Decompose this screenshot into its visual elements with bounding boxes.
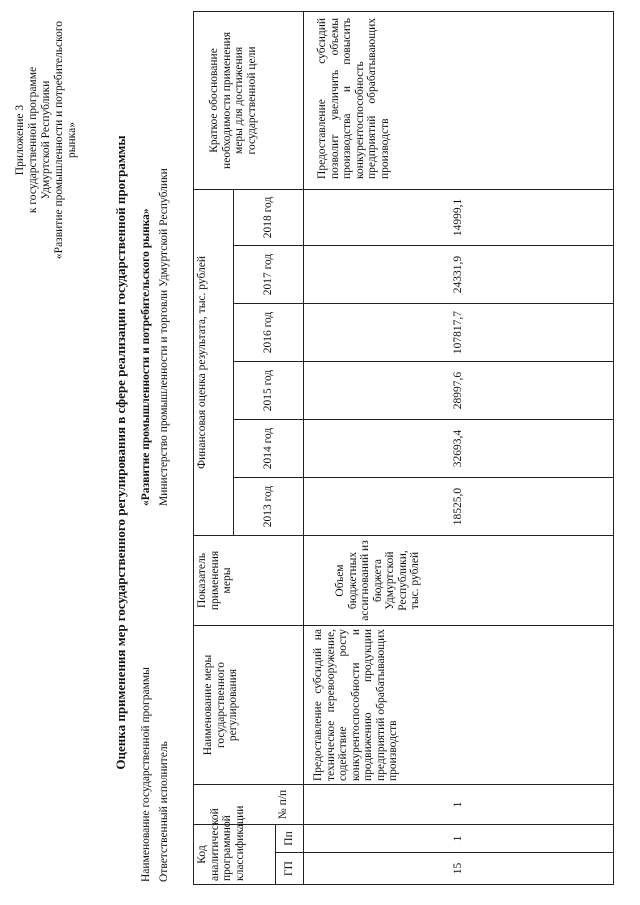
header-financial: Финансовая оценка результата, тыс. рублей	[194, 189, 234, 535]
header-year-2014: 2014 год	[234, 420, 304, 478]
header-pp: Пп	[276, 825, 304, 853]
cell-value-2014: 32693,4	[304, 420, 614, 478]
appendix-line: Удмуртской Республики	[40, 80, 52, 200]
header-year-2018: 2018 год	[234, 189, 304, 245]
cell-value-2018: 14999,1	[304, 189, 614, 245]
cell-indicator: Объем бюджетных ассигнований из бюджета Удмуртской Республики, тыс. рублей	[304, 536, 614, 626]
header-indicator: Показатель применения меры	[194, 536, 304, 626]
table-row	[304, 11, 614, 884]
header-measure: Наименование меры государственного регулирования	[194, 626, 304, 785]
header-num: № п/п	[194, 785, 304, 825]
executor-value: Министерство промышленности и торговли Удмуртской Республики	[158, 168, 170, 506]
cell-justification: Предоставление субсидий позволит увеличить объемы производства и повысить конкурентоспособность предприятий обрабатывающих производств	[304, 11, 614, 189]
header-justification: Краткое обоснование необходимости применения меры для достижения государственной цели	[194, 11, 304, 189]
appendix-line: к государственной программе	[27, 66, 39, 214]
program-value: «Развитие промышленности и потребительского рынка»	[140, 208, 152, 506]
cell-value-2016: 107817,7	[304, 304, 614, 362]
cell-value-2013: 18525,0	[304, 478, 614, 536]
regulation-measures-table	[193, 11, 614, 885]
cell-value-2017: 24331,9	[304, 246, 614, 304]
executor-label: Ответственный исполнитель	[158, 741, 170, 882]
header-code: Код аналитической программной классификации	[194, 825, 276, 885]
appendix-line: «Развитие промышленности и потребительского	[53, 20, 65, 260]
program-label: Наименование государственной программы	[140, 667, 152, 882]
header-year-2013: 2013 год	[234, 478, 304, 536]
appendix-line: рынка»	[66, 122, 78, 158]
appendix-note	[14, 15, 79, 265]
header-gp: ГП	[276, 853, 304, 885]
cell-pp: 1	[304, 825, 614, 853]
cell-value-2015: 28997,6	[304, 362, 614, 420]
header-year-2016: 2016 год	[234, 304, 304, 362]
cell-num: 1	[304, 785, 614, 825]
cell-measure: Предоставление субсидий на техническое перевооружение, содействие росту конкурентоспособности и продвижению продукции предприятий обрабатывающих производств	[304, 626, 614, 785]
header-year-2017: 2017 год	[234, 246, 304, 304]
header-year-2015: 2015 год	[234, 362, 304, 420]
document-title: Оценка применения мер государственного регулирования в сфере реализации государственной программы	[113, 135, 128, 770]
appendix-line: Приложение 3	[14, 104, 26, 176]
cell-gp: 15	[304, 853, 614, 885]
